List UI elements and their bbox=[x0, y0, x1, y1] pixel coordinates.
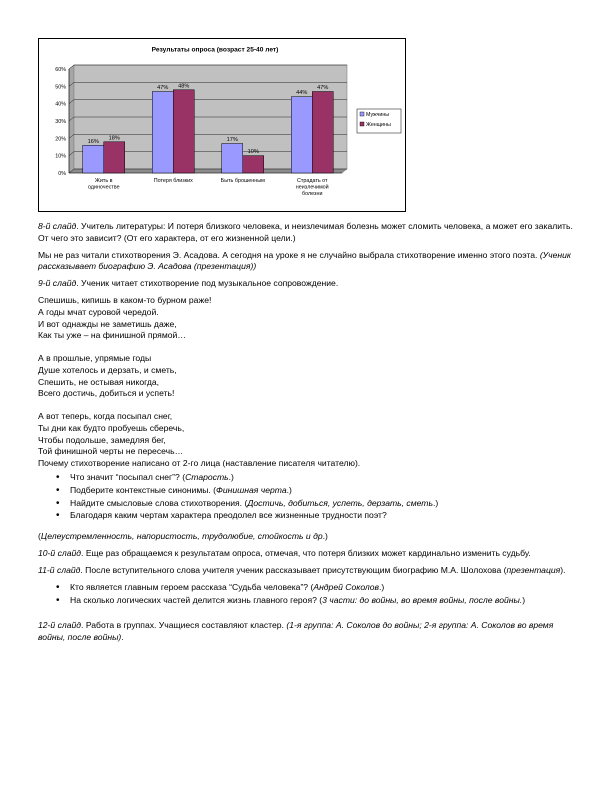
bar bbox=[104, 142, 125, 173]
list-item bbox=[58, 595, 578, 607]
question-end: .) bbox=[286, 484, 292, 495]
slide11-italic: презентация bbox=[506, 564, 561, 575]
bar bbox=[152, 92, 173, 173]
data-label: 44% bbox=[296, 90, 308, 97]
intro-paragraph bbox=[38, 250, 578, 273]
question-text: Кто является главным героем рассказа “Судьба человека”? ( bbox=[70, 582, 314, 593]
slide12-paragraph bbox=[38, 620, 578, 643]
y-tick-label: 30% bbox=[55, 119, 66, 125]
poem-line: Всего достичь, добиться и успеть! bbox=[38, 388, 175, 399]
poem-line: Душе хотелось и дерзать, и сметь, bbox=[38, 365, 177, 376]
traits-paragraph bbox=[38, 531, 578, 543]
bar bbox=[222, 144, 243, 173]
question-text: На сколько логических частей делится жизнь главного героя? ( bbox=[70, 594, 323, 605]
question-text: Найдите смысловые слова стихотворения. ( bbox=[70, 497, 248, 508]
category-label: одиночестве bbox=[87, 184, 120, 191]
stanza-gap bbox=[38, 342, 578, 354]
poem-line: Спешишь, кипишь в каком-то бурном раже! bbox=[38, 295, 212, 306]
list-item bbox=[58, 485, 578, 497]
poem-line: Чтобы подольше, замедляя бег, bbox=[38, 434, 166, 445]
legend-label: Мужчины bbox=[366, 112, 390, 119]
poem-line: Спешить, не остывая никогда, bbox=[38, 376, 160, 387]
bar bbox=[312, 92, 333, 173]
slide10-text: . Еще раз обращаемся к результатам опроса, отмечая, что потеря близких может кардинально изменить судьбу. bbox=[81, 547, 531, 558]
data-label: 18% bbox=[108, 135, 120, 142]
bar bbox=[173, 90, 194, 173]
slide12-text: . Работа в группах. Учащиеся составляют кластер. bbox=[81, 620, 287, 631]
question-end: .) bbox=[379, 582, 385, 593]
poem-line: Той финишной черты не пересечь… bbox=[38, 446, 184, 457]
traits-open: ( bbox=[38, 530, 41, 541]
y-tick-label: 40% bbox=[55, 101, 66, 108]
legend-swatch bbox=[360, 112, 364, 116]
data-label: 47% bbox=[317, 85, 329, 92]
stanza-gap bbox=[38, 400, 578, 412]
y-tick-label: 60% bbox=[55, 67, 66, 73]
poem-line: Как ты уже – на финишной прямой… bbox=[38, 330, 186, 341]
legend-label: Женщины bbox=[366, 122, 391, 129]
chart-title: Результаты опроса (возраст 25-40 лет) bbox=[151, 46, 279, 54]
poem-note: Почему стихотворение написано от 2-го лица (наставление писателя читателю). bbox=[38, 457, 361, 468]
slide12-end: . bbox=[121, 631, 124, 642]
poem-line: И вот однажды не заметишь даже, bbox=[38, 318, 177, 329]
answer-text: 3 части: до войны, во время войны, после войны. bbox=[322, 594, 523, 605]
data-label: 47% bbox=[157, 85, 169, 92]
y-tick-label: 0% bbox=[58, 171, 66, 177]
y-tick-label: 10% bbox=[55, 153, 66, 160]
text-body bbox=[38, 221, 578, 649]
slide10-paragraph bbox=[38, 548, 578, 560]
slide12-number: 12-й слайд bbox=[38, 620, 82, 631]
list-item bbox=[58, 582, 578, 594]
slide9-number: 9-й слайд bbox=[38, 278, 77, 289]
bar bbox=[243, 156, 264, 173]
slide9-paragraph bbox=[38, 278, 578, 290]
question-end: ) bbox=[522, 594, 526, 605]
question-text: Подберите контекстные синонимы. ( bbox=[70, 484, 217, 495]
slide11-text: . После вступительного слова учителя ученик рассказывает присутствующим биографию М.А. Шолохова ( bbox=[80, 564, 507, 575]
survey-chart bbox=[38, 38, 406, 212]
slide11-paragraph bbox=[38, 565, 578, 577]
slide12-italic: (1-я группа: А. Соколов до войны; 2-я группа: А. Соколов во время войны, после войны) bbox=[38, 620, 554, 642]
bar bbox=[291, 97, 312, 173]
slide8-paragraph bbox=[38, 221, 578, 244]
data-label: 48% bbox=[178, 83, 190, 90]
category-label: Страдать от bbox=[296, 178, 328, 184]
y-tick-label: 50% bbox=[55, 84, 66, 91]
y-tick-label: 20% bbox=[55, 136, 66, 143]
data-label: 17% bbox=[226, 137, 238, 144]
category-label: Жить в bbox=[94, 178, 113, 184]
traits-text: Целеустремленность, напористость, трудолюбие, стойкость и др bbox=[40, 530, 323, 541]
intro-italic: (Ученик рассказывает биографию Э. Асадова (презентация)) bbox=[38, 249, 571, 272]
list-item bbox=[58, 472, 578, 484]
answer-text: Старость bbox=[185, 472, 229, 483]
question-end: .) bbox=[228, 472, 234, 483]
slide8-text: . Учитель литературы: И потеря близкого человека, и неизлечимая болезнь может сломить человека, а может его закалить. От чего это зависит? (От его характера, от его жизненной цели.) bbox=[38, 221, 573, 243]
poem-line: А в прошлые, упрямые годы bbox=[38, 353, 152, 364]
slide8-number: 8-й слайд bbox=[38, 221, 77, 231]
data-label: 16% bbox=[87, 138, 99, 145]
answer-text: Финишная черта bbox=[216, 484, 287, 495]
category-label: неизлечимой bbox=[295, 184, 329, 191]
answer-text: Достичь, добиться, успеть, дерзать, сметь bbox=[247, 497, 433, 508]
slide10-number: 10-й слайд bbox=[38, 547, 82, 558]
answer-text: Андрей Соколов bbox=[313, 582, 380, 593]
traits-close: .) bbox=[322, 530, 328, 541]
category-label: Потеря близких bbox=[153, 178, 193, 184]
category-label: болезни bbox=[302, 191, 323, 198]
slide11-number: 11-й слайд bbox=[38, 564, 81, 575]
bar bbox=[83, 145, 104, 173]
poem-line: Ты дни как будто пробуешь сберечь, bbox=[38, 423, 185, 433]
poem bbox=[38, 295, 578, 469]
data-label: 10% bbox=[247, 149, 259, 156]
legend-swatch bbox=[360, 122, 364, 126]
poem-questions-list bbox=[38, 472, 578, 521]
question-text: Благодаря каким чертам характера преодолел все жизненные трудности поэт? bbox=[70, 510, 387, 521]
question-text: Что значит “посыпал снег”? ( bbox=[70, 472, 186, 483]
question-end: .) bbox=[432, 497, 439, 508]
poem-line: А годы мчат суровой чередой. bbox=[38, 307, 159, 318]
slide9-text: . Ученик читает стихотворение под музыкальное сопровождение. bbox=[76, 278, 339, 289]
slide11-end: ). bbox=[560, 564, 566, 575]
poem-line: А вот теперь, когда посыпал снег, bbox=[38, 411, 173, 422]
category-label: Быть брошенным bbox=[220, 178, 265, 184]
story-questions-list bbox=[38, 582, 578, 606]
list-item bbox=[58, 498, 578, 510]
list-item bbox=[58, 510, 578, 522]
intro-text: Мы не раз читали стихотворения Э. Асадова. А сегодня на уроке я не случайно выбрала стихотворение именно этого поэта. bbox=[38, 249, 540, 260]
chart-canvas bbox=[39, 39, 405, 211]
